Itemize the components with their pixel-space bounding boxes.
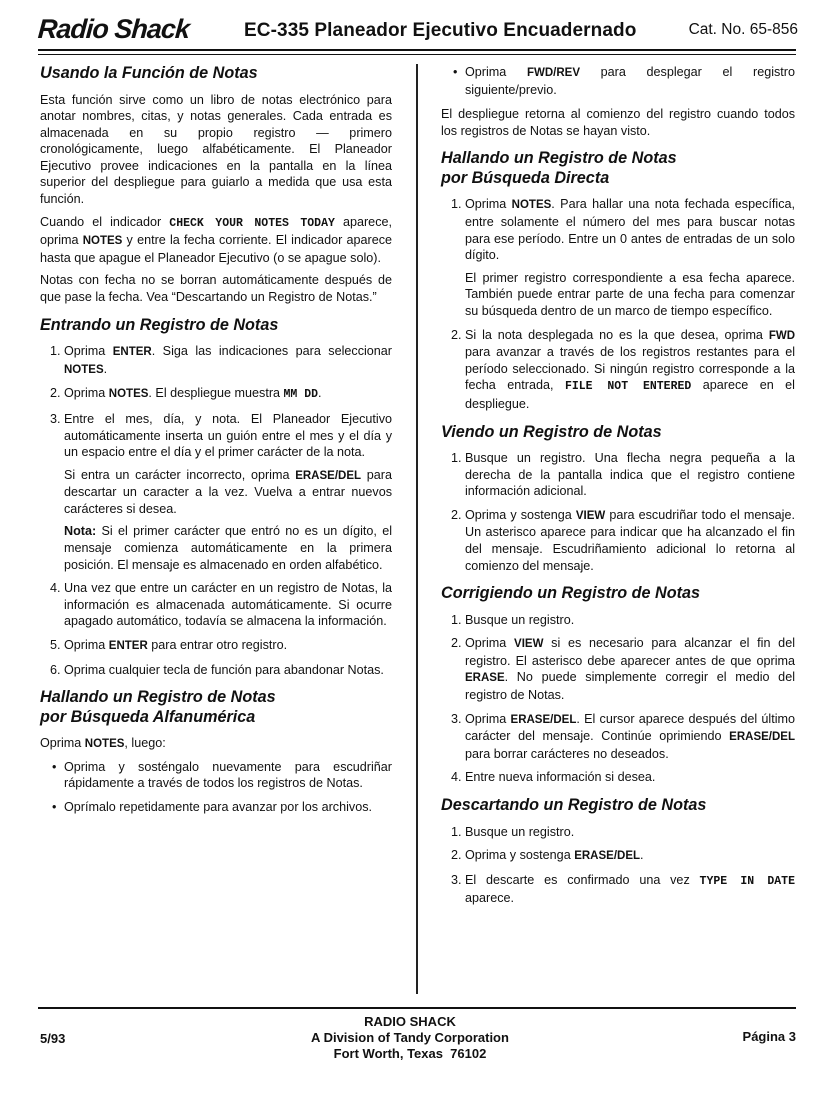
- text: Si la nota desplegada no es la que desea, oprima: [465, 327, 769, 342]
- key-name: NOTES: [511, 199, 552, 212]
- text: Cuando el indicador: [40, 214, 170, 229]
- text: Si entra un carácter incorrecto, oprima: [64, 467, 296, 482]
- right-column: [441, 64, 795, 917]
- text: . Para hallar una nota fechada específica, entre solamente el número del mes para buscar notas para ese período. Entre un 0 antes de entradas de un solo dígito.: [465, 197, 795, 263]
- text: para avanzar a través de los registros restantes para el período seleccionado. Si ningún registro corresponde a la fecha entrada,: [465, 345, 795, 393]
- list-item: [465, 64, 795, 98]
- section-heading: Corrigiendo un Registro de Notas: [441, 584, 701, 603]
- list-item: [465, 847, 795, 865]
- list-item: [465, 507, 795, 574]
- key-name: NOTES: [82, 235, 123, 248]
- paragraph: [64, 467, 392, 518]
- section-discarding-record: [441, 796, 795, 907]
- text: Oprima: [465, 65, 527, 79]
- text: . El despliegue muestra: [148, 386, 284, 401]
- key-name: ERASE/DEL: [295, 469, 362, 482]
- text: para entrar otro registro.: [147, 638, 288, 653]
- paragraph: [465, 196, 795, 263]
- text: , luego:: [124, 736, 166, 751]
- key-name: ENTER: [108, 640, 148, 653]
- list-item: • Oprímalo repetidamente para avanzar por los archivos.: [64, 799, 392, 816]
- list-item: [64, 637, 392, 655]
- heading-line: Hallando un Registro de Notas: [40, 688, 276, 707]
- paragraph: El primer registro correspondiente a esa fecha aparece. También puede entrar parte de una fecha para comenzar su búsqueda dentro de un marco de tiempo específico.: [465, 270, 795, 318]
- key-name: NOTES: [64, 363, 104, 376]
- page-header: [38, 14, 798, 48]
- paragraph: [40, 214, 392, 267]
- steps-list: [441, 824, 795, 907]
- key-name: ERASE/DEL: [574, 850, 641, 863]
- section-correcting-record: [441, 584, 795, 786]
- paragraph: El despliegue retorna al comienzo del registro cuando todos los registros de Notas se hayan visto.: [441, 107, 795, 138]
- text: .: [640, 848, 644, 863]
- footer-line: RADIO SHACK: [364, 1014, 456, 1029]
- bullet-list: [40, 759, 392, 816]
- text: . No puede simplemente corregir el medio del registro de Notas.: [465, 670, 795, 703]
- text: aparece.: [465, 891, 515, 906]
- section-heading: [40, 688, 392, 727]
- page-number: Página 3: [742, 1029, 796, 1044]
- paragraph: Esta función sirve como un libro de notas electrónico para anotar nombres, citas, y notas generales. Cada entrada es almacenada en su propio registro — primero cronológicamente, luego alfabéticamente. El Planeador Ejecutivo provee indicaciones en la pantalla en la línea superior del despliegue para guiarlo a medida que usa esta función.: [40, 92, 392, 207]
- section-alphanumeric-continued: [441, 64, 795, 139]
- steps-list: [441, 196, 795, 412]
- section-heading: Viendo un Registro de Notas: [441, 422, 662, 441]
- text: si es necesario para alcanzar el fin del registro. El asterisco debe aparecer antes de que oprima: [465, 636, 795, 668]
- display-message: MM DD: [283, 388, 319, 402]
- text: Si el primer carácter que entró no es un dígito, el mensaje comienza automáticamente en la primera posición. El mensaje es almacenado en orden alfabético.: [64, 524, 392, 572]
- text: Oprima y sostenga: [465, 848, 575, 863]
- list-item: [465, 872, 795, 907]
- text: Oprima: [64, 386, 109, 401]
- text: .: [103, 361, 108, 376]
- heading-line: por Búsqueda Directa: [441, 168, 610, 187]
- key-name: ERASE/DEL: [510, 713, 577, 726]
- brand-logo: Radio Shack: [36, 14, 191, 44]
- column-divider: [416, 64, 418, 994]
- key-name: VIEW: [575, 509, 606, 522]
- list-item: 6. Oprima cualquier tecla de función para abandonar Notas.: [64, 662, 392, 679]
- left-column: [40, 64, 392, 826]
- list-item: 1. Busque un registro.: [465, 824, 795, 841]
- list-item: [64, 385, 392, 404]
- text: Oprima: [64, 344, 113, 359]
- footer-company: [268, 1014, 552, 1062]
- display-message: CHECK YOUR NOTES TODAY: [169, 216, 335, 230]
- key-name: NOTES: [84, 738, 125, 751]
- key-name: FWD: [768, 329, 795, 342]
- section-heading: Entrando un Registro de Notas: [40, 315, 279, 334]
- key-name: ERASE/DEL: [729, 731, 795, 744]
- section-direct-search: [441, 149, 795, 412]
- text: para escudriñar todo el mensaje. Un asterisco aparece para indicar que ha alcanzado el fin del mensaje. Escudriñamiento adicional lo retorna al comienzo del mensaje.: [465, 507, 795, 573]
- heading-line: por Búsqueda Alfanumérica: [40, 707, 256, 726]
- document-title: EC-335 Planeador Ejecutivo Encuadernado: [244, 20, 637, 41]
- key-name: FWD/REV: [526, 67, 580, 79]
- section-heading: Descartando un Registro de Notas: [441, 796, 707, 814]
- section-using-notes: [40, 64, 392, 306]
- key-name: ERASE: [465, 672, 505, 685]
- section-heading: Usando la Función de Notas: [40, 64, 258, 82]
- header-rule: [38, 49, 796, 51]
- text: . El cursor aparece después del último carácter del mensaje. Continúe oprimiendo: [465, 711, 795, 744]
- list-item: 4. Una vez que entre un carácter en un registro de Notas, la información es almacenada automáticamente. Si ocurre apagado automático, todavía se almacena la información.: [64, 580, 392, 630]
- text: .: [318, 386, 322, 401]
- note-label: Nota:: [64, 524, 97, 539]
- steps-list: [40, 343, 392, 678]
- footer-date: 5/93: [40, 1031, 66, 1046]
- text: Oprima: [64, 638, 109, 653]
- footer-line: A Division of Tandy Corporation: [311, 1030, 509, 1045]
- text: para descartar un caracter a la vez. Vuelva a entrar nuevos carácteres si desea.: [64, 467, 392, 516]
- section-heading: [441, 149, 795, 188]
- text: . Siga las indicaciones para seleccionar: [151, 344, 393, 359]
- list-item: [465, 711, 795, 763]
- text: y entre la fecha corriente. El indicador aparece hasta que apague el Planeador Ejecutivo (o se apague solo).: [40, 233, 392, 265]
- list-item: [465, 196, 795, 319]
- text: Oprima: [465, 197, 512, 212]
- key-name: VIEW: [514, 638, 544, 651]
- text: Oprima: [40, 736, 85, 751]
- text: El descarte es confirmado una vez: [465, 872, 700, 887]
- paragraph: Notas con fecha no se borran automáticamente después de que pase la fecha. Vea “Descartando un Registro de Notas.”: [40, 273, 392, 305]
- section-alphanumeric-search: [40, 688, 392, 815]
- key-name: NOTES: [108, 388, 149, 401]
- catalog-number: Cat. No. 65-856: [688, 21, 798, 38]
- display-message: FILE NOT ENTERED: [564, 380, 692, 394]
- list-item: • Oprima y sosténgalo nuevamente para escudriñar rápidamente a través de todos los registros de Notas.: [64, 759, 392, 792]
- display-message: TYPE IN DATE: [699, 874, 795, 888]
- key-name: ENTER: [112, 346, 152, 359]
- note-paragraph: [64, 523, 392, 573]
- list-item: 1. Busque un registro. Una flecha negra pequeña a la derecha de la pantalla indica que el registro contiene información adicional.: [465, 450, 795, 500]
- text: Oprima: [465, 636, 515, 651]
- paragraph: 3. Entre el mes, día, y nota. El Planeador Ejecutivo automáticamente inserta un guión entre el mes y el día y un espacio entre el día y el primer carácter de la nota.: [64, 411, 392, 460]
- header-rule-thin: [38, 54, 796, 55]
- list-item: [465, 635, 795, 703]
- list-item: [64, 343, 392, 378]
- text: para desplegar el registro siguiente/previo.: [465, 65, 795, 97]
- bullet-list: [441, 64, 795, 98]
- footer-rule: [38, 1007, 796, 1009]
- section-viewing-record: [441, 423, 795, 575]
- list-item: [64, 411, 392, 573]
- steps-list: [441, 612, 795, 786]
- list-item: 4. Entre nueva información si desea.: [465, 769, 795, 786]
- text: aparece en el despliegue.: [465, 378, 795, 411]
- text: aparece, oprima: [40, 214, 392, 248]
- list-item: [465, 327, 795, 413]
- text: para borrar carácteres no deseados.: [465, 746, 669, 761]
- list-item: 1. Busque un registro.: [465, 612, 795, 629]
- footer-line: Fort Worth, Texas 76102: [333, 1046, 487, 1061]
- section-entering-record: [40, 316, 392, 679]
- steps-list: [441, 450, 795, 574]
- text: Oprima: [465, 711, 511, 726]
- text: Oprima y sostenga: [465, 507, 576, 522]
- paragraph: [40, 735, 392, 753]
- heading-line: Hallando un Registro de Notas: [441, 149, 677, 168]
